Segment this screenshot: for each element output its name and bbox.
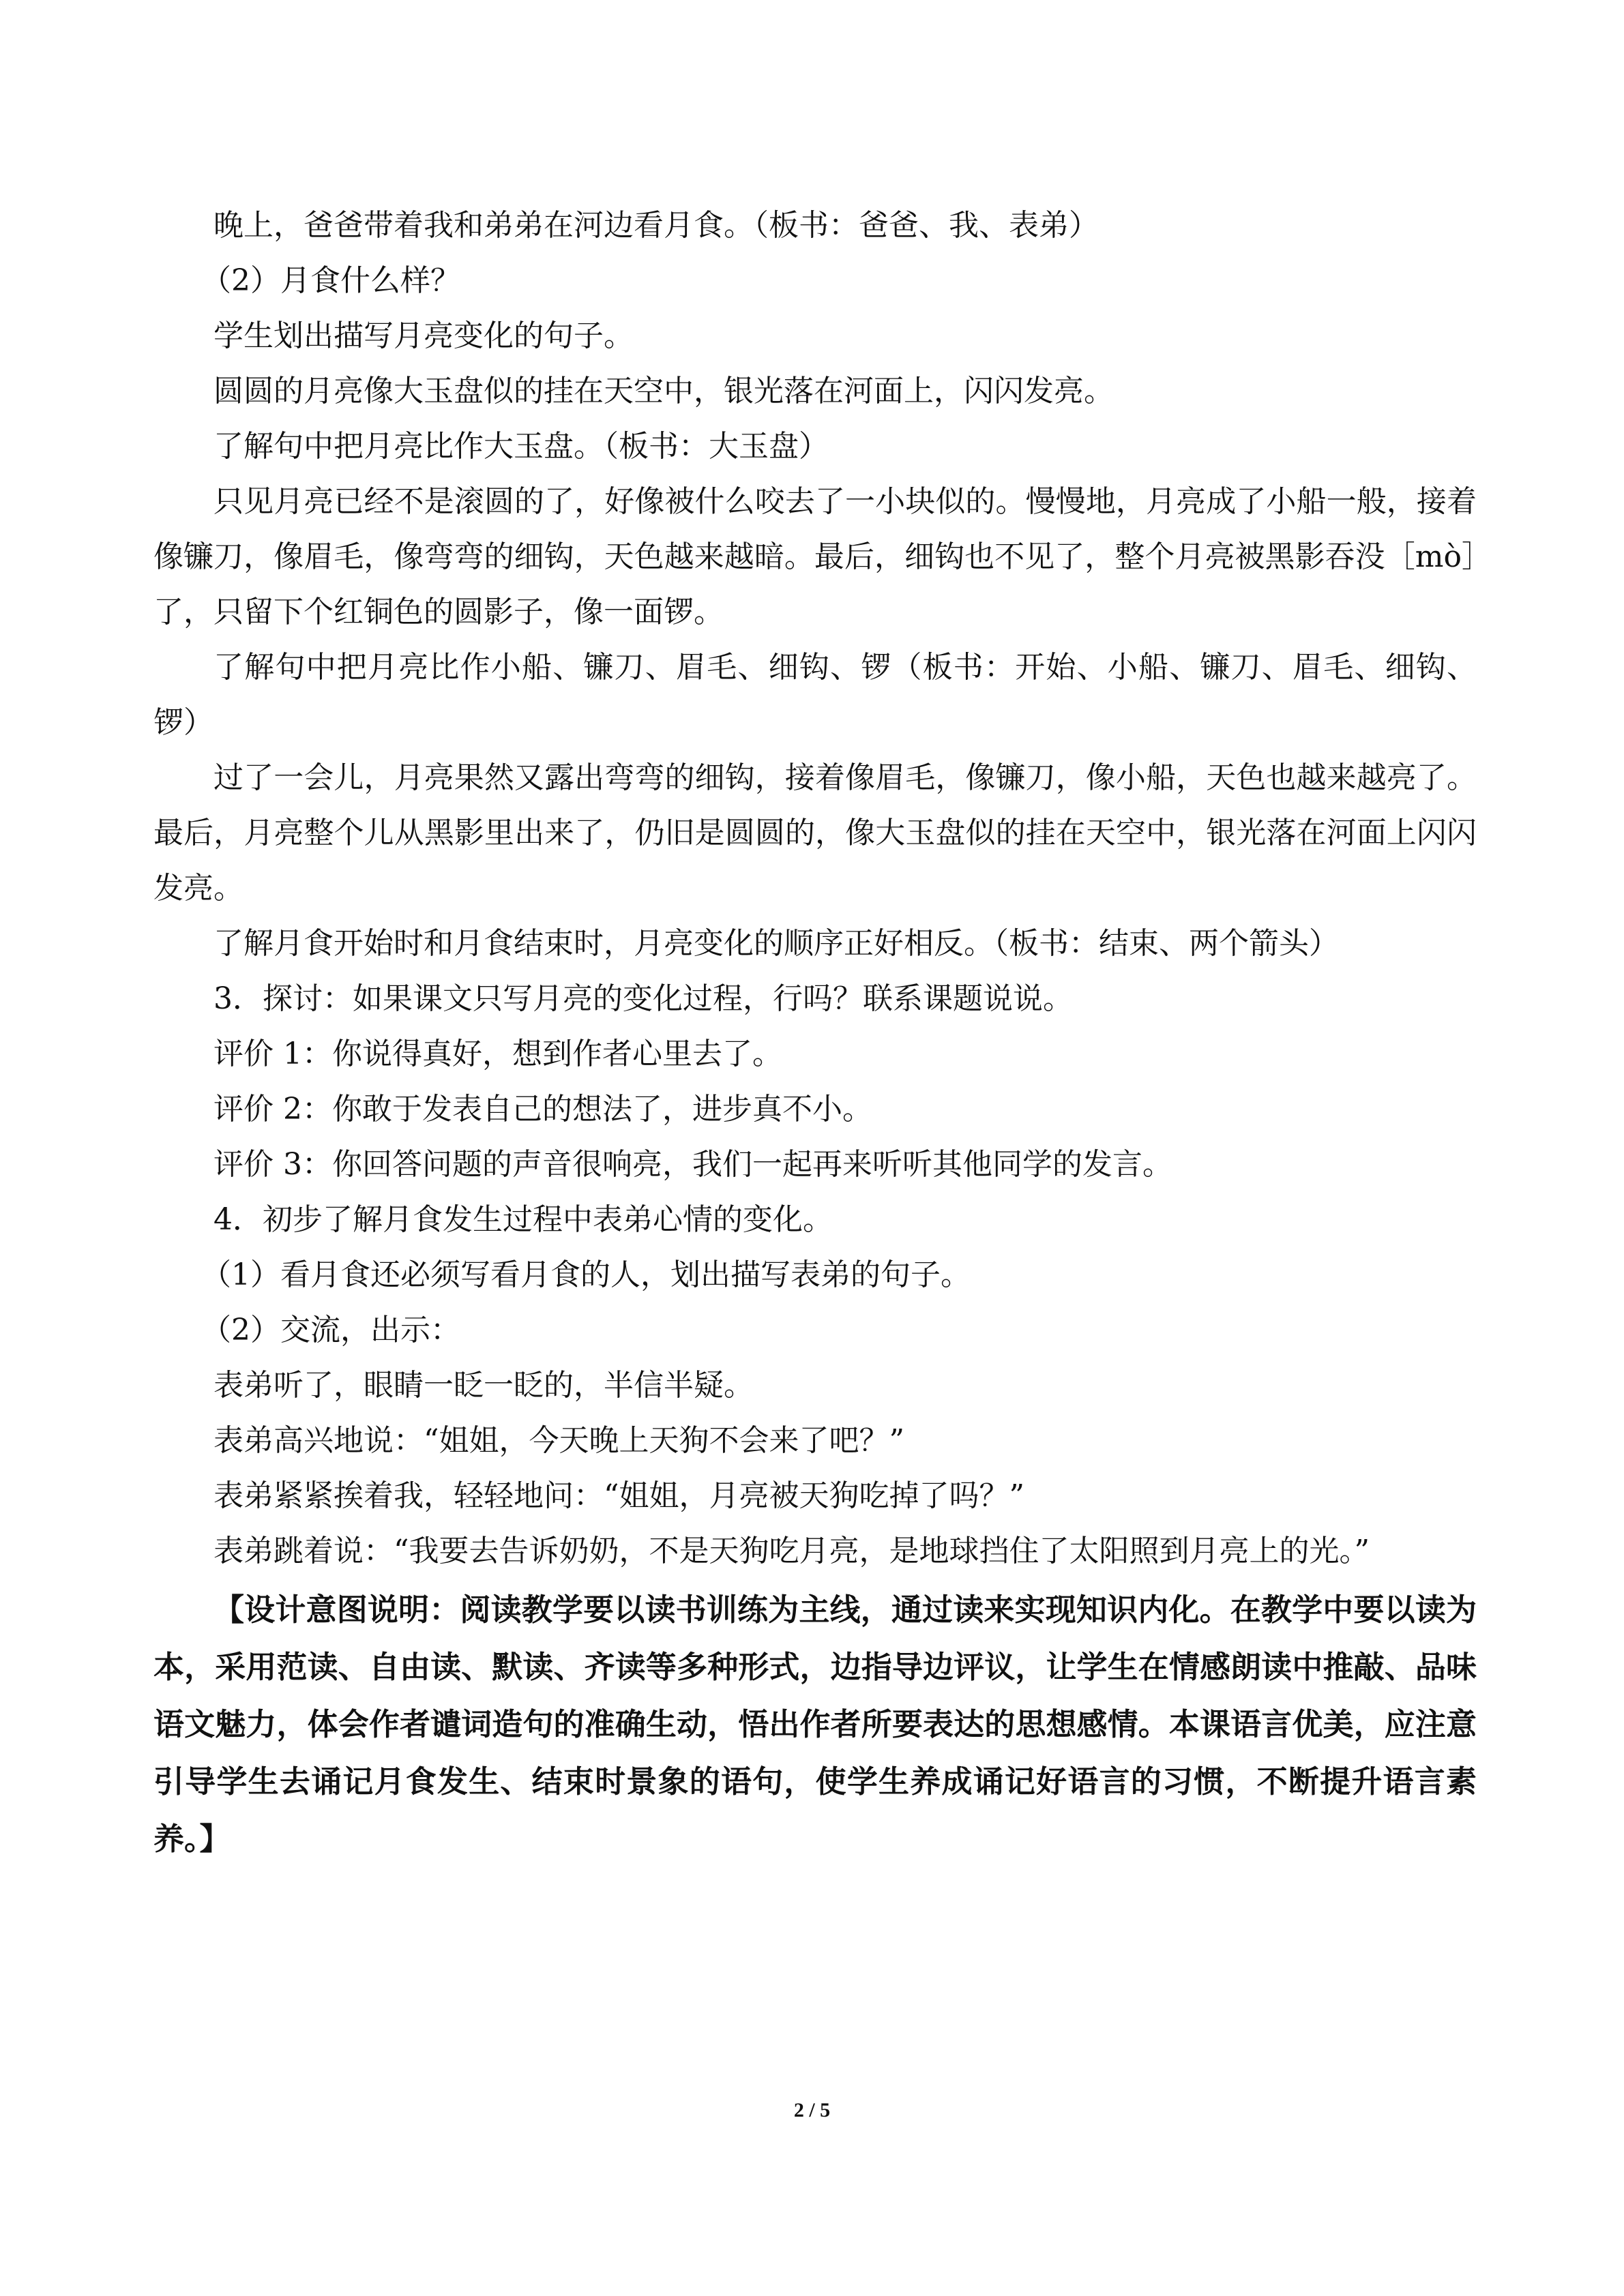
paragraph: 表弟跳着说：“我要去告诉奶奶，不是天狗吃月亮，是地球挡住了太阳照到月亮上的光。” — [213, 1534, 1370, 1568]
paragraph: （1）看月食还必须写看月食的人，划出描写表弟的句子。 — [201, 1257, 971, 1292]
paragraph: 评价 1：你说得真好，想到作者心里去了。 — [213, 1037, 782, 1071]
design-intent-note: 【设计意图说明：阅读教学要以读书训练为主线，通过读来实现知识内化。在教学中要以读为本，采用范读、自由读、默读、齐读等多种形式，边指导边评议，让学生在情感朗读中推敲、品味语文魅力，体会作者谴词造句的准确生动，悟出作者所要表达的思想感情。本课语言优美，应注意引导学生去诵记月食发生、结束时景象的语句，使学生养成诵记好语言的习惯，不断提升语言素养。】 — [153, 1592, 1477, 1857]
paragraph: 晚上，爸爸带着我和弟弟在河边看月食。（板书：爸爸、我、表弟） — [213, 208, 1099, 243]
paragraph: 了解句中把月亮比作小船、镰刀、眉毛、细钩、锣（板书：开始、小船、镰刀、眉毛、细钩、锣） — [153, 650, 1477, 740]
paragraph: 过了一会儿，月亮果然又露出弯弯的细钩，接着像眉毛，像镰刀，像小船，天色也越来越亮了。最后，月亮整个儿从黑影里出来了，仍旧是圆圆的，像大玉盘似的挂在天空中，银光落在河面上闪闪发亮。 — [153, 760, 1477, 906]
paragraph: 表弟听了，眼睛一眨一眨的，半信半疑。 — [213, 1368, 754, 1403]
paragraph: 表弟紧紧挨着我，轻轻地问：“姐姐，月亮被天狗吃掉了吗？” — [213, 1478, 1024, 1513]
paragraph: （2）月食什么样？ — [201, 263, 460, 298]
paragraph: 评价 2：你敢于发表自己的想法了，进步真不小。 — [213, 1092, 872, 1127]
paragraph: 圆圆的月亮像大玉盘似的挂在天空中，银光落在河面上，闪闪发亮。 — [213, 374, 1114, 408]
paragraph: 只见月亮已经不是滚圆的了，好像被什么咬去了一小块似的。慢慢地，月亮成了小船一般，接着像镰刀，像眉毛，像弯弯的细钩，天色越来越暗。最后，细钩也不见了，整个月亮被黑影吞没［mò］了，只留下个红铜色的圆影子，像一面锣。 — [153, 484, 1477, 629]
paragraph: 了解月食开始时和月食结束时，月亮变化的顺序正好相反。（板书：结束、两个箭头） — [213, 926, 1339, 961]
paragraph: 4．初步了解月食发生过程中表弟心情的变化。 — [213, 1202, 833, 1237]
document-body — [153, 198, 1477, 1868]
page-number: 2 / 5 — [793, 2099, 831, 2121]
paragraph: 学生划出描写月亮变化的句子。 — [213, 318, 634, 353]
paragraph: （2）交流，出示： — [201, 1313, 460, 1347]
paragraph: 了解句中把月亮比作大玉盘。（板书：大玉盘） — [213, 429, 829, 464]
paragraph: 表弟高兴地说：“姐姐，今天晚上天狗不会来了吧？” — [213, 1423, 904, 1458]
paragraph: 评价 3：你回答问题的声音很响亮，我们一起再来听听其他同学的发言。 — [213, 1147, 1172, 1182]
paragraph: 3．探讨：如果课文只写月亮的变化过程，行吗？联系课题说说。 — [213, 981, 1073, 1016]
